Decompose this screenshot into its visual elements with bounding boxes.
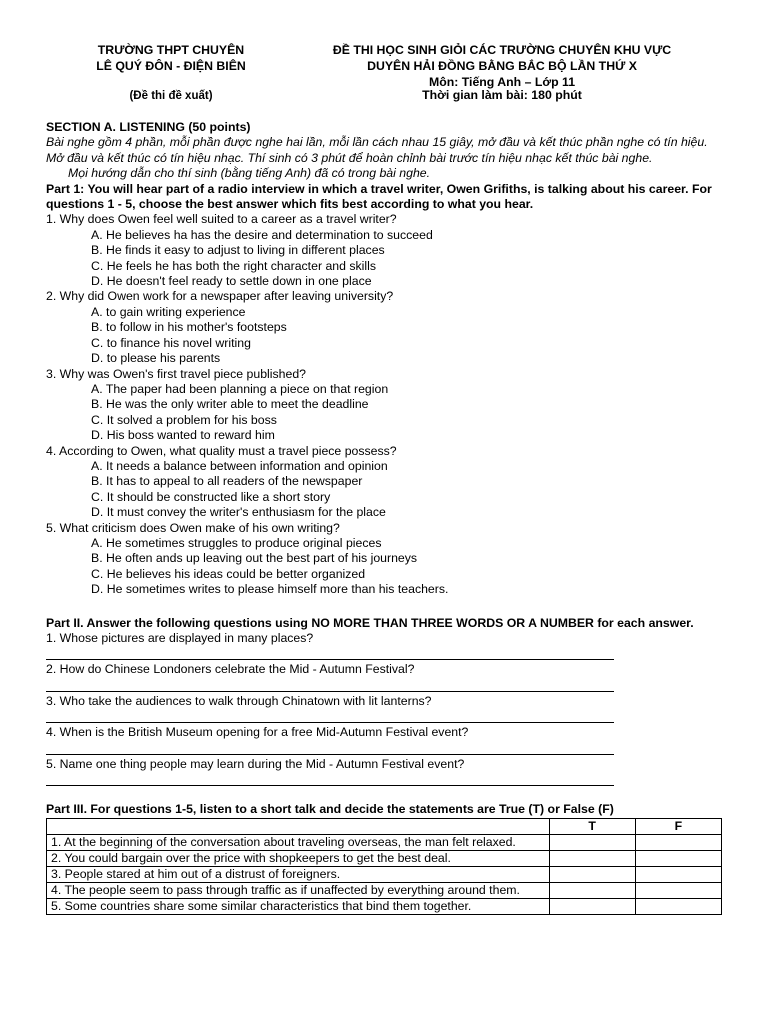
school-name: TRƯỜNG THPT CHUYÊN LÊ QUÝ ĐÔN - ĐIỆN BIÊN: [96, 43, 246, 73]
true-answer-cell[interactable]: [549, 883, 635, 899]
answer-option[interactable]: A. to gain writing experience: [91, 304, 246, 319]
answer-option[interactable]: B. He was the only writer able to meet the deadline: [91, 397, 369, 412]
answer-option[interactable]: D. His boss wanted to reward him: [91, 428, 275, 443]
answer-option[interactable]: B. He often ands up leaving out the best part of his journeys: [91, 551, 418, 566]
question-text: 4. According to Owen, what quality must a travel piece possess?: [46, 443, 397, 458]
answer-option[interactable]: B. It has to appeal to all readers of the newspaper: [91, 474, 363, 489]
answer-option[interactable]: B. He finds it easy to adjust to living in different places: [91, 243, 385, 258]
exam-title: ĐỀ THI HỌC SINH GIỎI CÁC TRƯỜNG CHUYÊN KHU VỰC DUYÊN HẢI ĐỒNG BẰNG BẮC BỘ LẦN THỨ X Môn: Tiếng Anh – Lớp 11: [332, 43, 672, 89]
answer-option[interactable]: A. The paper had been planning a piece on that region: [91, 381, 389, 396]
false-answer-cell[interactable]: [635, 851, 721, 867]
table-row: [47, 835, 722, 851]
statement-cell: 2. You could bargain over the price with shopkeepers to get the best deal.: [47, 851, 550, 867]
question-text: 2. How do Chinese Londoners celebrate the Mid - Autumn Festival?: [46, 662, 415, 677]
exam-duration: Thời gian làm bài: 180 phút: [422, 88, 582, 102]
answer-option[interactable]: C. to finance his novel writing: [91, 335, 251, 350]
part2-questions: [46, 631, 726, 786]
answer-blank[interactable]: [46, 678, 614, 692]
table-row: [47, 883, 722, 899]
table-row: [47, 867, 722, 883]
question-text: 1. Whose pictures are displayed in many places?: [46, 631, 314, 645]
answer-option[interactable]: A. It needs a balance between information and opinion: [91, 458, 388, 473]
true-answer-cell[interactable]: [549, 899, 635, 915]
question-text: 4. When is the British Museum opening for a free Mid-Autumn Festival event?: [46, 725, 469, 740]
answer-option[interactable]: A. He believes ha has the desire and determination to succeed: [91, 227, 433, 242]
question-text: 5. What criticism does Owen make of his own writing?: [46, 520, 340, 535]
answer-blank[interactable]: [46, 741, 614, 755]
section-title: SECTION A. LISTENING (50 points): [46, 120, 251, 134]
question-text: 3. Who take the audiences to walk through Chinatown with lit lanterns?: [46, 693, 432, 708]
table-row: [47, 851, 722, 867]
part2-instruction: Part II. Answer the following questions using NO MORE THAN THREE WORDS OR A NUMBER for each answer.: [46, 615, 694, 630]
exam-header: [46, 40, 726, 108]
true-answer-cell[interactable]: [549, 835, 635, 851]
answer-option[interactable]: C. It should be constructed like a short story: [91, 489, 331, 504]
statement-cell: 5. Some countries share some similar characteristics that bind them together.: [47, 899, 550, 915]
answer-blank[interactable]: [46, 646, 614, 660]
col-true-header: T: [549, 819, 635, 835]
section-intro-1: Bài nghe gồm 4 phần, mỗi phần được nghe hai lần, mỗi lần cách nhau 15 giây, mở đầu và kết thúc phần nghe có tín hiệu.: [46, 135, 708, 150]
answer-blank[interactable]: [46, 709, 614, 723]
false-answer-cell[interactable]: [635, 883, 721, 899]
false-answer-cell[interactable]: [635, 867, 721, 883]
section-intro-3: Mọi hướng dẫn cho thí sinh (bằng tiếng Anh) đã có trong bài nghe.: [68, 166, 431, 181]
true-false-table: [46, 818, 722, 915]
answer-option[interactable]: B. to follow in his mother's footsteps: [91, 320, 287, 335]
part1-questions: [46, 212, 726, 597]
true-answer-cell[interactable]: [549, 851, 635, 867]
question-text: 1. Why does Owen feel well suited to a career as a travel writer?: [46, 212, 397, 227]
section-intro-2: Mở đầu và kết thúc có tín hiệu nhạc. Thí sinh có 3 phút để hoàn chỉnh bài trước tín hiệu nhạc kết thúc bài nghe.: [46, 150, 653, 165]
exam-page: [46, 40, 726, 915]
answer-option[interactable]: D. to please his parents: [91, 351, 221, 366]
answer-blank[interactable]: [46, 772, 614, 786]
false-answer-cell[interactable]: [635, 899, 721, 915]
statement-header: [47, 819, 550, 835]
answer-option[interactable]: D. He doesn't feel ready to settle down in one place: [91, 274, 372, 289]
statement-cell: 3. People stared at him out of a distrust of foreigners.: [47, 867, 550, 883]
answer-option[interactable]: D. He sometimes writes to please himself more than his teachers.: [91, 582, 449, 597]
question-text: 3. Why was Owen's first travel piece published?: [46, 366, 307, 381]
question-text: 5. Name one thing people may learn during the Mid - Autumn Festival event?: [46, 756, 465, 771]
statement-cell: 1. At the beginning of the conversation about traveling overseas, the man felt relaxed.: [47, 835, 550, 851]
table-header-row: [47, 819, 722, 835]
question-text: 2. Why did Owen work for a newspaper after leaving university?: [46, 289, 394, 304]
answer-option[interactable]: C. It solved a problem for his boss: [91, 412, 277, 427]
false-answer-cell[interactable]: [635, 835, 721, 851]
col-false-header: F: [635, 819, 721, 835]
answer-option[interactable]: A. He sometimes struggles to produce original pieces: [91, 535, 382, 550]
proposal-note: (Đề thi đề xuất): [129, 90, 213, 102]
statement-cell: 4. The people seem to pass through traffic as if unaffected by everything around them.: [47, 883, 550, 899]
part3-instruction: Part III. For questions 1-5, listen to a short talk and decide the statements are True (T) or False (F): [46, 802, 614, 817]
answer-option[interactable]: C. He feels he has both the right character and skills: [91, 258, 377, 273]
table-row: [47, 899, 722, 915]
answer-option[interactable]: C. He believes his ideas could be better organized: [91, 566, 366, 581]
answer-option[interactable]: D. It must convey the writer's enthusiasm for the place: [91, 505, 386, 520]
part1-instruction: Part 1: You will hear part of a radio interview in which a travel writer, Owen Grifiths, is talking about his career. For questions 1 - 5, choose the best answer which fits best according to what you hear.: [46, 181, 712, 212]
true-answer-cell[interactable]: [549, 867, 635, 883]
